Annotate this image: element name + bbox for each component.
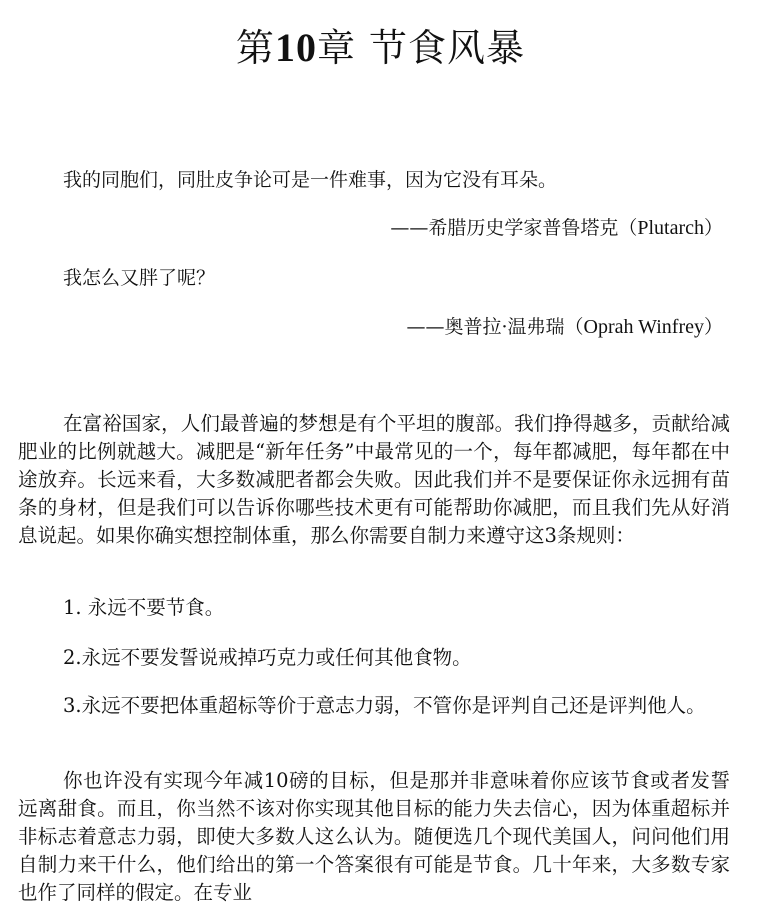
body-paragraph-2: 你也许没有实现今年减10磅的目标，但是那并非意味着你应该节食或者发誓远离甜食。而且，你当然不该对你实现其他目标的能力失去信心，因为体重超标并非标志着意志力弱，即使大多数人这么认为。随便选几个现代美国人，问问他们用自制力来干什么，他们给出的第一个答案很有可能是节食。几十年来，大多数专家也作了同样的假定。在专业 (18, 769, 730, 904)
epigraph-quote-2: 我怎么又胖了呢？ (63, 267, 216, 289)
rule-item-1: 1. 永远不要节食。 (63, 596, 225, 619)
chapter-suffix: 章 (316, 26, 356, 70)
attribution-latin-name: Oprah Winfrey (583, 316, 704, 338)
epigraph-attribution-2 (406, 312, 723, 342)
chapter-number: 10 (274, 25, 317, 70)
chapter-prefix: 第 (235, 26, 275, 70)
attribution-latin-name: Plutarch (637, 217, 704, 239)
rule-item-3: 3.永远不要把体重超标等价于意志力弱，不管你是评判自己还是评判他人。 (63, 694, 706, 717)
chapter-name: 节食风暴 (369, 26, 526, 70)
epigraph-quote-1: 我的同胞们，同肚皮争论可是一件难事，因为它没有耳朵。 (63, 169, 558, 191)
epigraph-attribution-1 (390, 213, 723, 243)
body-paragraph-1: 在富裕国家，人们最普遍的梦想是有个平坦的腹部。我们挣得越多，贡献给减肥业的比例就越大。减肥是“新年任务”中最常见的一个，每年都减肥，每年都在中途放弃。长远来看，大多数减肥者都会失败。因此我们并不是要保证你永远拥有苗条的身材，但是我们可以告诉你哪些技术更有可能帮助你减肥，而且我们先从好消息说起。如果你确实想控制体重，那么你需要自制力来遵守这3条规则： (18, 412, 730, 547)
attribution-text: ——希腊历史学家普鲁塔克（ (390, 217, 638, 239)
attribution-close: ） (703, 217, 723, 239)
chapter-title (0, 18, 761, 78)
rule-item-2: 2.永远不要发誓说戒掉巧克力或任何其他食物。 (63, 646, 472, 669)
attribution-close: ） (703, 316, 723, 338)
attribution-text: ——奥普拉·温弗瑞（ (406, 316, 584, 338)
